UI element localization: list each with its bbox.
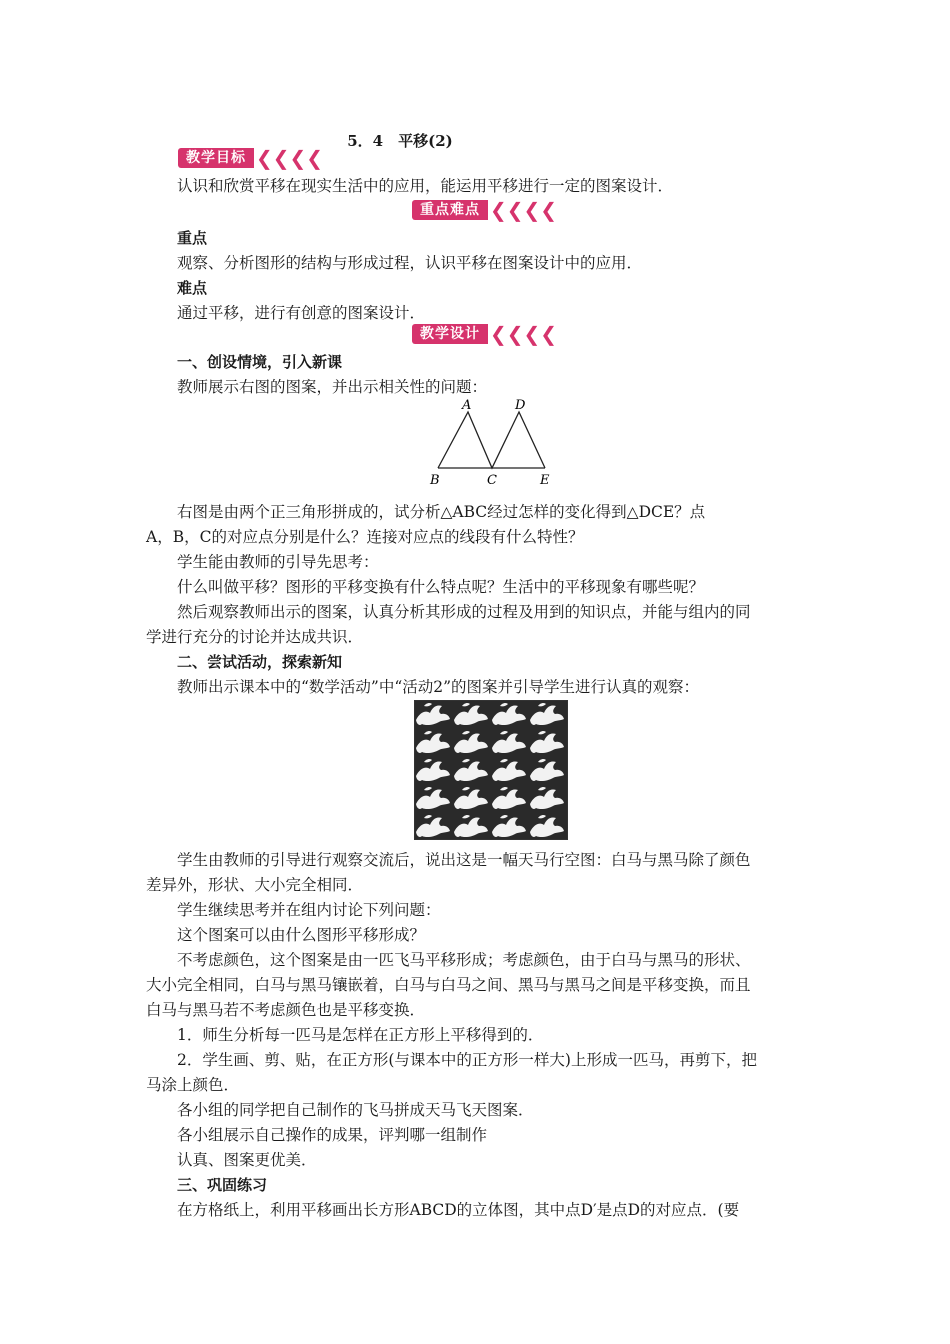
section2-p7: 认真、图案更优美． xyxy=(177,1151,317,1169)
section1-p4-line2: 学进行充分的讨论并达成共识． xyxy=(146,628,364,646)
chevron-left-icon: ❮❮❮❮ xyxy=(256,146,324,170)
section3-p1: 在方格纸上，利用平移画出长方形ABCD的立体图，其中点D′是点D的对应点．(要 xyxy=(177,1201,740,1219)
banner-label: 教学目标 xyxy=(178,148,254,168)
section2-p3: 这个图案可以由什么图形平移形成？ xyxy=(177,926,426,944)
section2-item2-line2: 马涂上颜色． xyxy=(146,1076,240,1094)
key-heading: 重点 xyxy=(177,229,208,247)
banner-label: 重点难点 xyxy=(412,200,488,220)
section2-item2-line1: 2．学生画、剪、贴，在正方形(与课本中的正方形一样大)上形成一匹马，再剪下，把 xyxy=(177,1051,757,1069)
section2-p1-line2: 差异外，形状、大小完全相同． xyxy=(146,876,364,894)
section1-p1-line1: 右图是由两个正三角形拼成的，试分析△ABC经过怎样的变化得到△DCE？点 xyxy=(177,503,706,521)
label-d: D xyxy=(515,398,526,413)
section2-item1: 1．师生分析每一匹马是怎样在正方形上平移得到的． xyxy=(177,1026,544,1044)
banner-objectives xyxy=(178,147,323,169)
label-c: C xyxy=(487,473,497,488)
section1-p3: 什么叫做平移？图形的平移变换有什么特点呢？生活中的平移现象有哪些呢？ xyxy=(177,578,705,596)
page-title: 5．4 平移(2) xyxy=(347,132,453,150)
banner-design xyxy=(412,323,557,345)
label-a: A xyxy=(462,398,472,413)
difficulty-text: 通过平移，进行有创意的图案设计． xyxy=(177,304,426,322)
section2-p6: 各小组展示自己操作的成果，评判哪一组制作 xyxy=(177,1126,488,1144)
section2-intro: 教师出示课本中的“数学活动”中“活动2”的图案并引导学生进行认真的观察： xyxy=(177,678,700,696)
section2-p4-line2: 大小完全相同，白马与黑马镶嵌着，白马与白马之间、黑马与黑马之间是平移变换，而且 xyxy=(146,976,751,994)
triangles-figure xyxy=(426,396,556,490)
flying-horses-pattern-image xyxy=(414,700,568,840)
objectives-text: 认识和欣赏平移在现实生活中的应用，能运用平移进行一定的图案设计． xyxy=(177,177,674,195)
section2-p2: 学生继续思考并在组内讨论下列问题： xyxy=(177,901,441,919)
chevron-left-icon: ❮❮❮❮ xyxy=(490,322,558,346)
section1-p1-line2: A，B，C的对应点分别是什么？连接对应点的线段有什么特性？ xyxy=(146,528,584,546)
section2-heading: 二、尝试活动，探索新知 xyxy=(177,653,343,671)
section2-p4-line3: 白马与黑马若不考虑颜色也是平移变换． xyxy=(146,1001,426,1019)
section3-heading: 三、巩固练习 xyxy=(177,1176,268,1194)
banner-label: 教学设计 xyxy=(412,324,488,344)
section1-p4-line1: 然后观察教师出示的图案，认真分析其形成的过程及用到的知识点，并能与组内的同 xyxy=(177,603,751,621)
banner-key-points xyxy=(412,199,557,221)
section1-heading: 一、创设情境，引入新课 xyxy=(177,353,343,371)
section1-p2: 学生能由教师的引导先思考： xyxy=(177,553,379,571)
key-text: 观察、分析图形的结构与形成过程，认识平移在图案设计中的应用． xyxy=(177,254,643,272)
section2-p4-line1: 不考虑颜色，这个图案是由一匹飞马平移形成；考虑颜色，由于白马与黑马的形状、 xyxy=(177,951,751,969)
label-e: E xyxy=(540,473,550,488)
section1-intro: 教师展示右图的图案，并出示相关性的问题： xyxy=(177,378,488,396)
difficulty-heading: 难点 xyxy=(177,279,208,297)
label-b: B xyxy=(430,473,440,488)
chevron-left-icon: ❮❮❮❮ xyxy=(490,198,558,222)
section2-p1-line1: 学生由教师的引导进行观察交流后，说出这是一幅天马行空图：白马与黑马除了颜色 xyxy=(177,851,751,869)
section2-p5: 各小组的同学把自己制作的飞马拼成天马飞天图案． xyxy=(177,1101,534,1119)
